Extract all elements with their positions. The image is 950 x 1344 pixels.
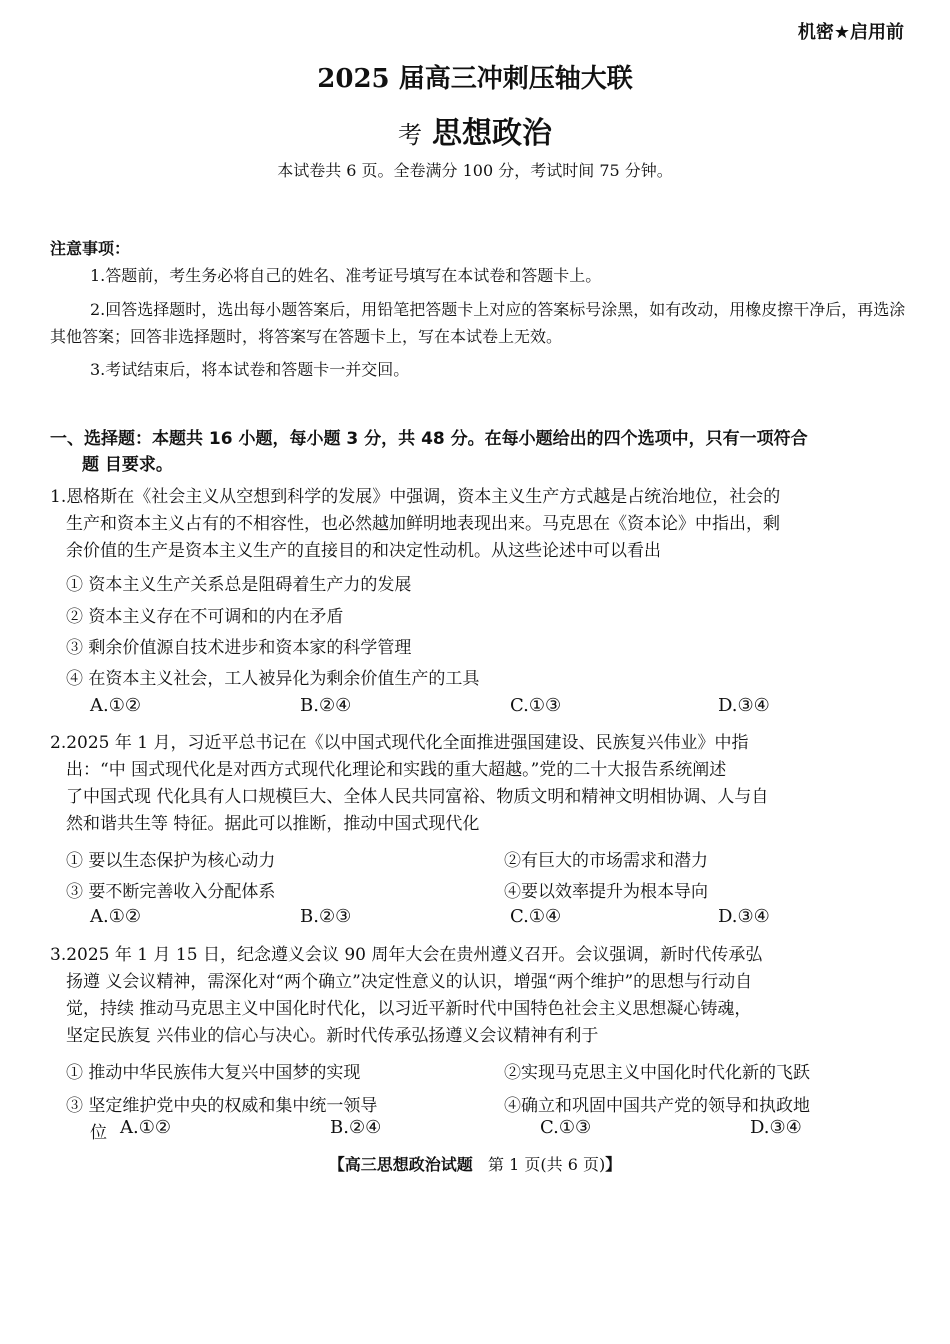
note-item-2 [50,296,910,350]
q3-option-b[interactable]: B.②④ [330,1117,382,1138]
question-1-stem [50,484,910,565]
q2-option-d[interactable]: D.③④ [718,906,770,927]
q3-statement-2: ②实现马克思主义中国化时代化新的飞跃 [504,1063,810,1083]
page-footer [0,1152,950,1175]
stem-line: 余价值的生产是资本主义生产的直接目的和决定性动机。从这些论述中可以看出 [66,541,661,561]
q2-statement-4: ④要以效率提升为根本导向 [504,882,708,902]
q3-option-d[interactable]: D.③④ [750,1117,802,1138]
q3-statement-wrap: 位 [90,1123,107,1143]
q1-option-d[interactable]: D.③④ [718,695,770,716]
q1-statement-2: ② 资本主义存在不可调和的内在矛盾 [66,607,344,627]
q3-statement-4: ④确立和巩固中国共产党的领导和执政地 [504,1096,810,1116]
q3-option-c[interactable]: C.①③ [540,1117,592,1138]
q1-option-c[interactable]: C.①③ [510,695,562,716]
q1-statement-1: ① 资本主义生产关系总是阻碍着生产力的发展 [66,575,412,595]
subject-title [0,108,950,152]
q1-option-a[interactable]: A.①② [90,695,141,716]
footer-bracket: 【 [328,1155,345,1174]
stem-line: 生产和资本主义占有的不相容性，也必然越加鲜明地表现出来。马克思在《资本论》中指出，剩 [66,514,780,534]
q2-statement-2: ②有巨大的市场需求和潜力 [504,851,708,871]
stem-line: 然和谐共生等 特征。据此可以推断，推动中国式现代化 [66,814,480,834]
footer-bracket: 】 [605,1155,622,1174]
q3-statement-1: ① 推动中华民族伟大复兴中国梦的实现 [66,1063,361,1083]
stem-line: 扬遵 义会议精神，需深化对“两个确立”决定性意义的认识，增强“两个维护”的思想与行动自 [66,972,753,992]
section-heading [50,426,910,478]
note-item-3 [50,356,910,383]
q1-statement-3: ③ 剩余价值源自技术进步和资本家的科学管理 [66,638,412,658]
note-item-1 [50,262,910,289]
q2-statement-1: ① 要以生态保护为核心动力 [66,851,276,871]
q2-option-b[interactable]: B.②③ [300,906,352,927]
subject-name: 思想政治 [432,116,552,151]
note-text: 1.答题前，考生务必将自己的姓名、准考证号填写在本试卷和答题卡上。 [90,266,602,285]
question-3-stem [50,942,910,1050]
section-heading-line: 题 目要求。 [82,455,173,475]
q2-option-a[interactable]: A.①② [90,906,141,927]
q3-statement-3: ③ 坚定维护党中央的权威和集中统一领导 [66,1096,378,1116]
stem-line: 了中国式现 代化具有人口规模巨大、全体人民共同富裕、物质文明和精神文明相协调、人与自 [66,787,769,807]
stem-line: 1.恩格斯在《社会主义从空想到科学的发展》中强调，资本主义生产方式越是占统治地位，社会的 [50,487,781,507]
section-heading-line: 一、选择题：本题共 16 小题，每小题 3 分，共 48 分。在每小题给出的四个选项中，只有一项符合 [50,429,808,449]
q2-option-c[interactable]: C.①④ [510,906,562,927]
stem-line: 出：“中 国式现代化是对西方式现代化理论和实践的重大超越。”党的二十大报告系统阐述 [66,760,727,780]
note-text: 3.考试结束后，将本试卷和答题卡一并交回。 [90,360,410,379]
q3-option-a[interactable]: A.①② [120,1117,171,1138]
stem-line: 3.2025 年 1 月 15 日，纪念遵义会议 90 周年大会在贵州遵义召开。会议强调，新时代传承弘 [50,945,763,965]
question-2-stem [50,730,910,838]
title-prefix: 考 [398,121,422,149]
stem-line: 觉，持续 推动马克思主义中国化时代化，以习近平新时代中国特色社会主义思想凝心铸魂， [66,999,752,1019]
footer-subject: 高三思想政治试题 [344,1155,473,1174]
q2-statement-3: ③ 要不断完善收入分配体系 [66,882,276,902]
exam-title: 2025 届高三冲刺压轴大联 [317,64,633,94]
notes-heading: 注意事项： [50,239,131,258]
exam-info: 本试卷共 6 页。全卷满分 100 分，考试时间 75 分钟。 [277,161,673,180]
q1-option-b[interactable]: B.②④ [300,695,352,716]
stem-line: 2.2025 年 1 月，习近平总书记在《以中国式现代化全面推进强国建设、民族复兴伟业》中指 [50,733,749,753]
footer-page-info: 第 1 页(共 6 页) [488,1155,606,1174]
stem-line: 坚定民族复 兴伟业的信心与决心。新时代传承弘扬遵义会议精神有利于 [66,1026,599,1046]
note-text: 2.回答选择题时，选出每小题答案后，用铅笔把答题卡上对应的答案标号涂黑，如有改动，用橡皮擦干净后，再选涂其他答案；回答非选择题时，将答案写在答题卡上，写在本试卷上无效。 [50,300,906,346]
confidential-label: 机密★启用前 [797,22,904,43]
q1-statement-4: ④ 在资本主义社会，工人被异化为剩余价值生产的工具 [66,669,480,689]
